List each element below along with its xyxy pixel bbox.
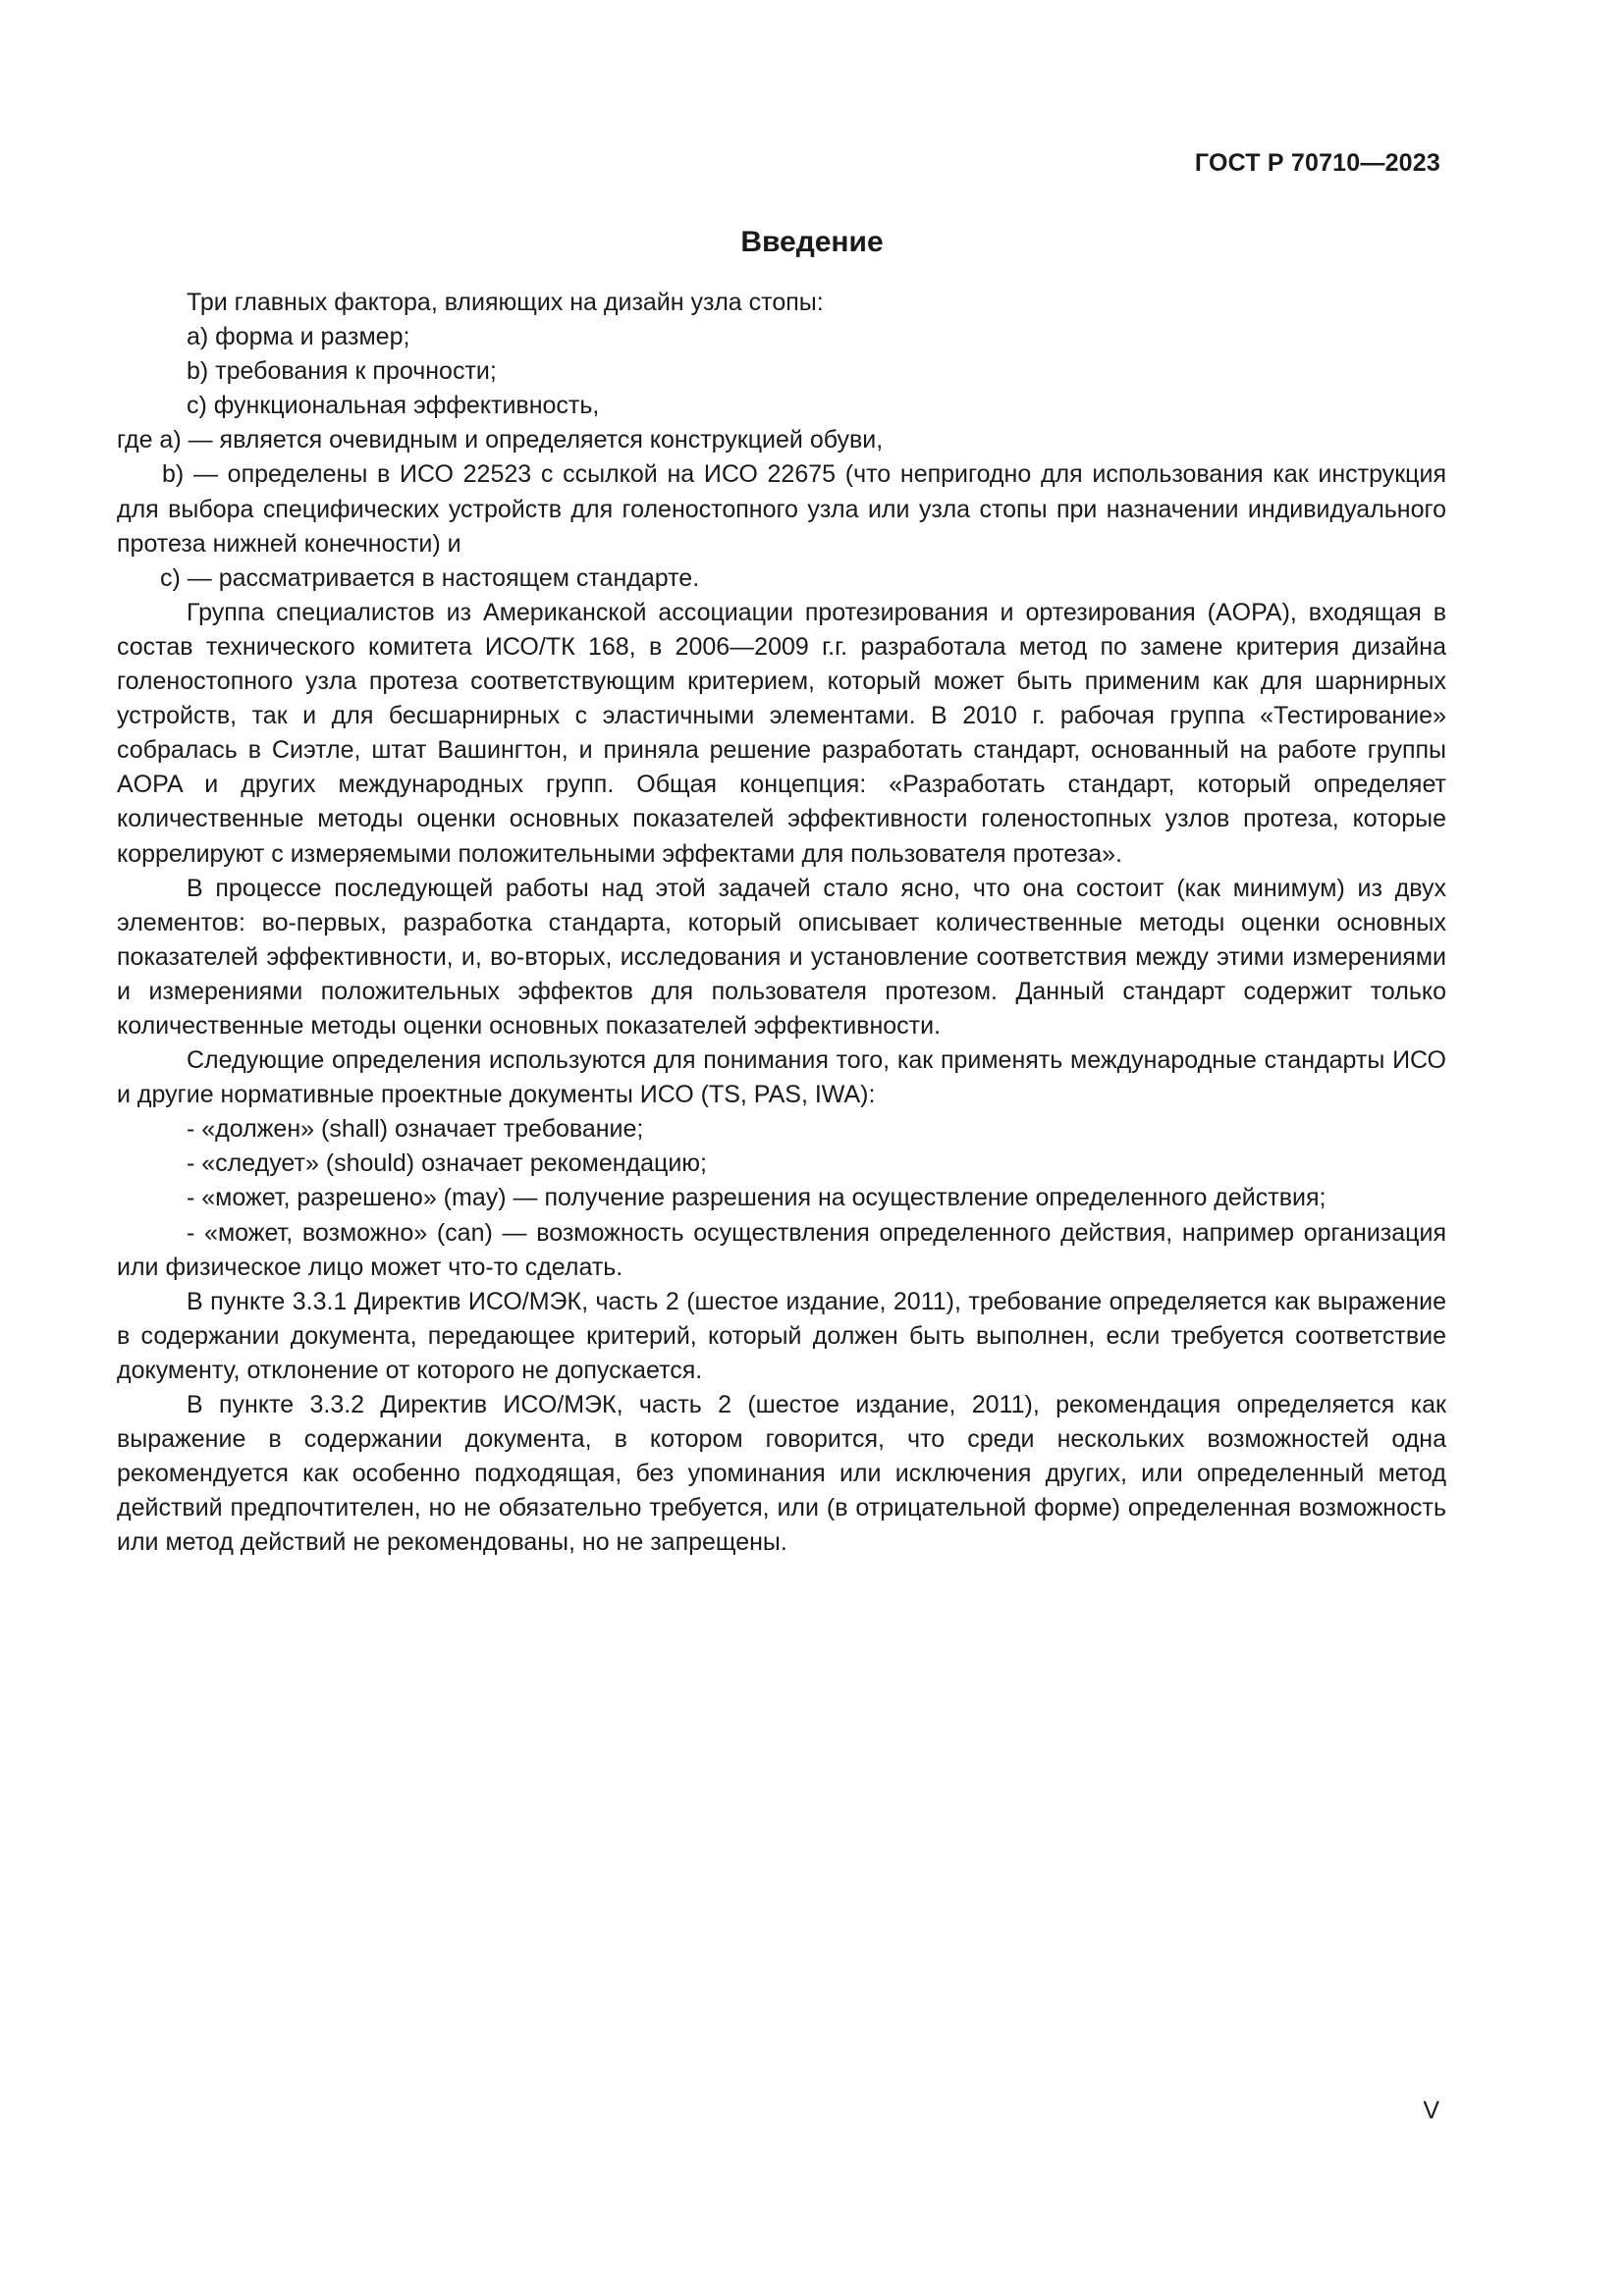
factor-c: c) функциональная эффективность, bbox=[187, 392, 600, 420]
definition-may: - «может, разрешено» (may) — получение разрешения на осуществление определенного действия; bbox=[187, 1184, 1326, 1212]
where-a: где a) — является очевидным и определяется конструкцией обуви, bbox=[117, 426, 884, 454]
aopa-paragraph: Группа специалистов из Американской ассоциации протезирования и ортезирования (AOPA), входящая в состав технического комитета ИСО/ТК 168, в 2006—2009 г.г. разработала метод по замене критерия дизайна голеностопного узла протеза соответствующим критерием, который может быть применим как для шарнирных устройств, так и для бесшарнирных с эластичными элементами. В 2010 г. рабочая группа «Тестирование» собралась в Сиэтле, штат Вашингтон, и приняла решение разработать стандарт, основанный на работе группы AOPA и других международных групп. Общая концепция: «Разработать стандарт, который определяет количественные методы оценки основных показателей эффективности голеностопных узлов протеза, которые коррелируют с измеряемыми положительными эффектами для пользователя протеза». bbox=[117, 598, 1446, 868]
clause-332-paragraph: В пункте 3.3.2 Директив ИСО/МЭК, часть 2 (шестое издание, 2011), рекомендация определяется как выражение в содержании документа, в котором говорится, что среди нескольких возможностей одна рекомендуется как особенно подходящая, без упоминания или исключения других, или определенный метод действий предпочтителен, но не обязательно требуется, или (в отрицательной форме) определенная возможность или метод действий не рекомендованы, но не запрещены. bbox=[117, 1391, 1446, 1557]
definition-should: - «следует» (should) означает рекомендацию; bbox=[187, 1149, 708, 1178]
body-text bbox=[117, 286, 1446, 1560]
section-title: Введение bbox=[740, 226, 884, 258]
factor-b: b) требования к прочности; bbox=[187, 357, 497, 386]
where-b: b) — определены в ИСО 22523 с ссылкой на ИСО 22675 (что непригодно для использования как инструкция для выбора специфических устройств для голеностопного узла или узла стопы при назначении индивидуального протеза нижней конечности) и bbox=[117, 460, 1446, 558]
page-number: V bbox=[1423, 2097, 1439, 2124]
process-paragraph: В процессе последующей работы над этой задачей стало ясно, что она состоит (как минимум) из двух элементов: во-первых, разработка стандарта, который описывает количественные методы оценки основных показателей эффективности, и, во-вторых, исследования и установление соответствия между этими измерениями и измерениями положительных эффектов для пользователя протезом. Данный стандарт содержит только количественные методы оценки основных показателей эффективности. bbox=[117, 874, 1446, 1040]
intro-paragraph: Три главных фактора, влияющих на дизайн узла стопы: bbox=[187, 289, 824, 316]
definitions-paragraph: Следующие определения используются для понимания того, как применять международные стандарты ИСО и другие нормативные проектные документы ИСО (TS, PAS, IWA): bbox=[117, 1046, 1446, 1109]
definition-can: - «может, возможно» (can) — возможность осуществления определенного действия, например организация или физическое лицо может что-то сделать. bbox=[117, 1218, 1446, 1281]
factor-a: a) форма и размер; bbox=[187, 323, 410, 351]
doc-number-header: ГОСТ Р 70710—2023 bbox=[1194, 149, 1440, 177]
clause-331-paragraph: В пункте 3.3.1 Директив ИСО/МЭК, часть 2 (шестое издание, 2011), требование определяется как выражение в содержании документа, передающее критерий, который должен быть выполнен, если требуется соответствие документу, отклонение от которого не допускается. bbox=[117, 1287, 1446, 1384]
where-c: c) — рассматривается в настоящем стандарте. bbox=[160, 563, 700, 592]
definition-shall: - «должен» (shall) означает требование; bbox=[187, 1115, 644, 1144]
